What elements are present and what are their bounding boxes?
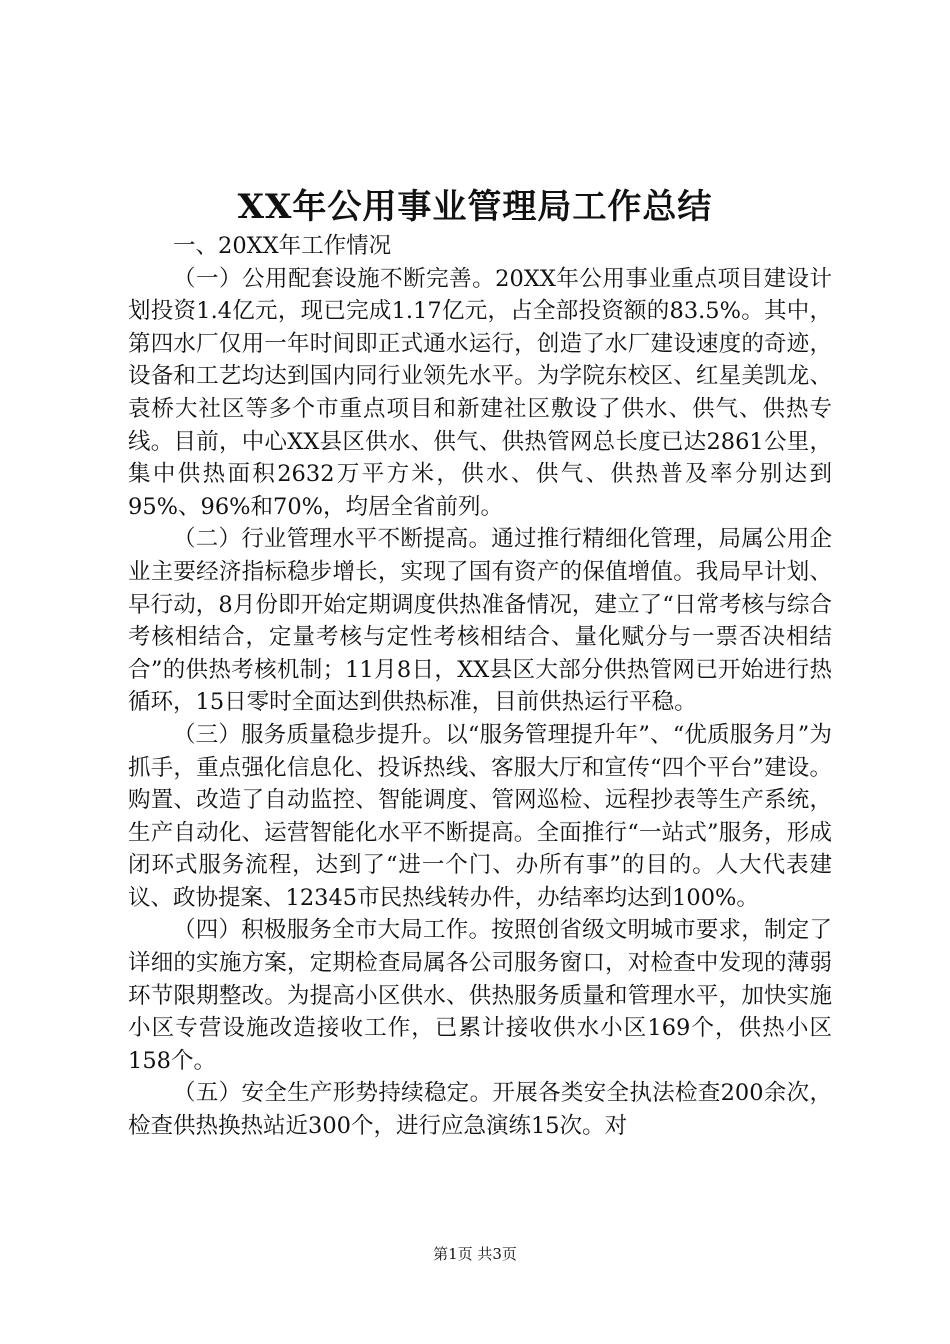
page-footer: 第1页 共3页 <box>433 1245 517 1263</box>
paragraph-service: （三）服务质量稳步提升。以“服务管理提升年”、“优质服务月”为抓手，重点强化信息化、投诉热线、客服大厅和宣传“四个平台”建设。购置、改造了自动监控、智能调度、管网巡检、远程抄表等生产系统，生产自动化、运营智能化水平不断提高。全面推行“一站式”服务，形成闭环式服务流程，达到了“进一个门、办所有事”的目的。人大代表建议、政协提案、12345市民热线转办件，办结率均达到100%。 <box>128 721 832 911</box>
section-heading: 一、20XX年工作情况 <box>173 233 392 259</box>
paragraph-safety: （五）安全生产形势持续稳定。开展各类安全执法检查200余次，检查供热换热站近300个，进行应急演练15次。对 <box>128 1080 832 1140</box>
document-title: XX年公用事业管理局工作总结 <box>237 187 713 227</box>
paragraph-facilities: （一）公用配套设施不断完善。20XX年公用事业重点项目建设计划投资1.4亿元，现已完成1.17亿元，占全部投资额的83.5%。其中，第四水厂仅用一年时间即正式通水运行，创造了水厂建设速度的奇迹，设备和工艺均达到国内同行业领先水平。为学院东校区、红星美凯龙、袁桥大社区等多个市重点项目和新建社区敷设了供水、供气、供热专线。目前，中心XX县区供水、供气、供热管网总长度已达2861公里，集中供热面积2632万平方米，供水、供气、供热普及率分别达到95%、96%和70%，均居全省前列。 <box>128 265 832 520</box>
paragraph-city-work: （四）积极服务全市大局工作。按照创省级文明城市要求，制定了详细的实施方案，定期检查局属各公司服务窗口，对检查中发现的薄弱环节限期整改。为提高小区供水、供热服务质量和管理水平，加快实施小区专营设施改造接收工作，已累计接收供水小区169个，供热小区158个。 <box>128 917 832 1074</box>
paragraph-management: （二）行业管理水平不断提高。通过推行精细化管理，局属公用企业主要经济指标稳步增长，实现了国有资产的保值增值。我局早计划、早行动，8月份即开始定期调度供热准备情况，建立了“日常考核与综合考核相结合，定量考核与定性考核相结合、量化赋分与一票否决相结合”的供热考核机制；11月8日，XX县区大部分供热管网已开始进行热循环，15日零时全面达到供热标准，目前供热运行平稳。 <box>128 526 832 716</box>
document-body <box>128 230 832 1143</box>
